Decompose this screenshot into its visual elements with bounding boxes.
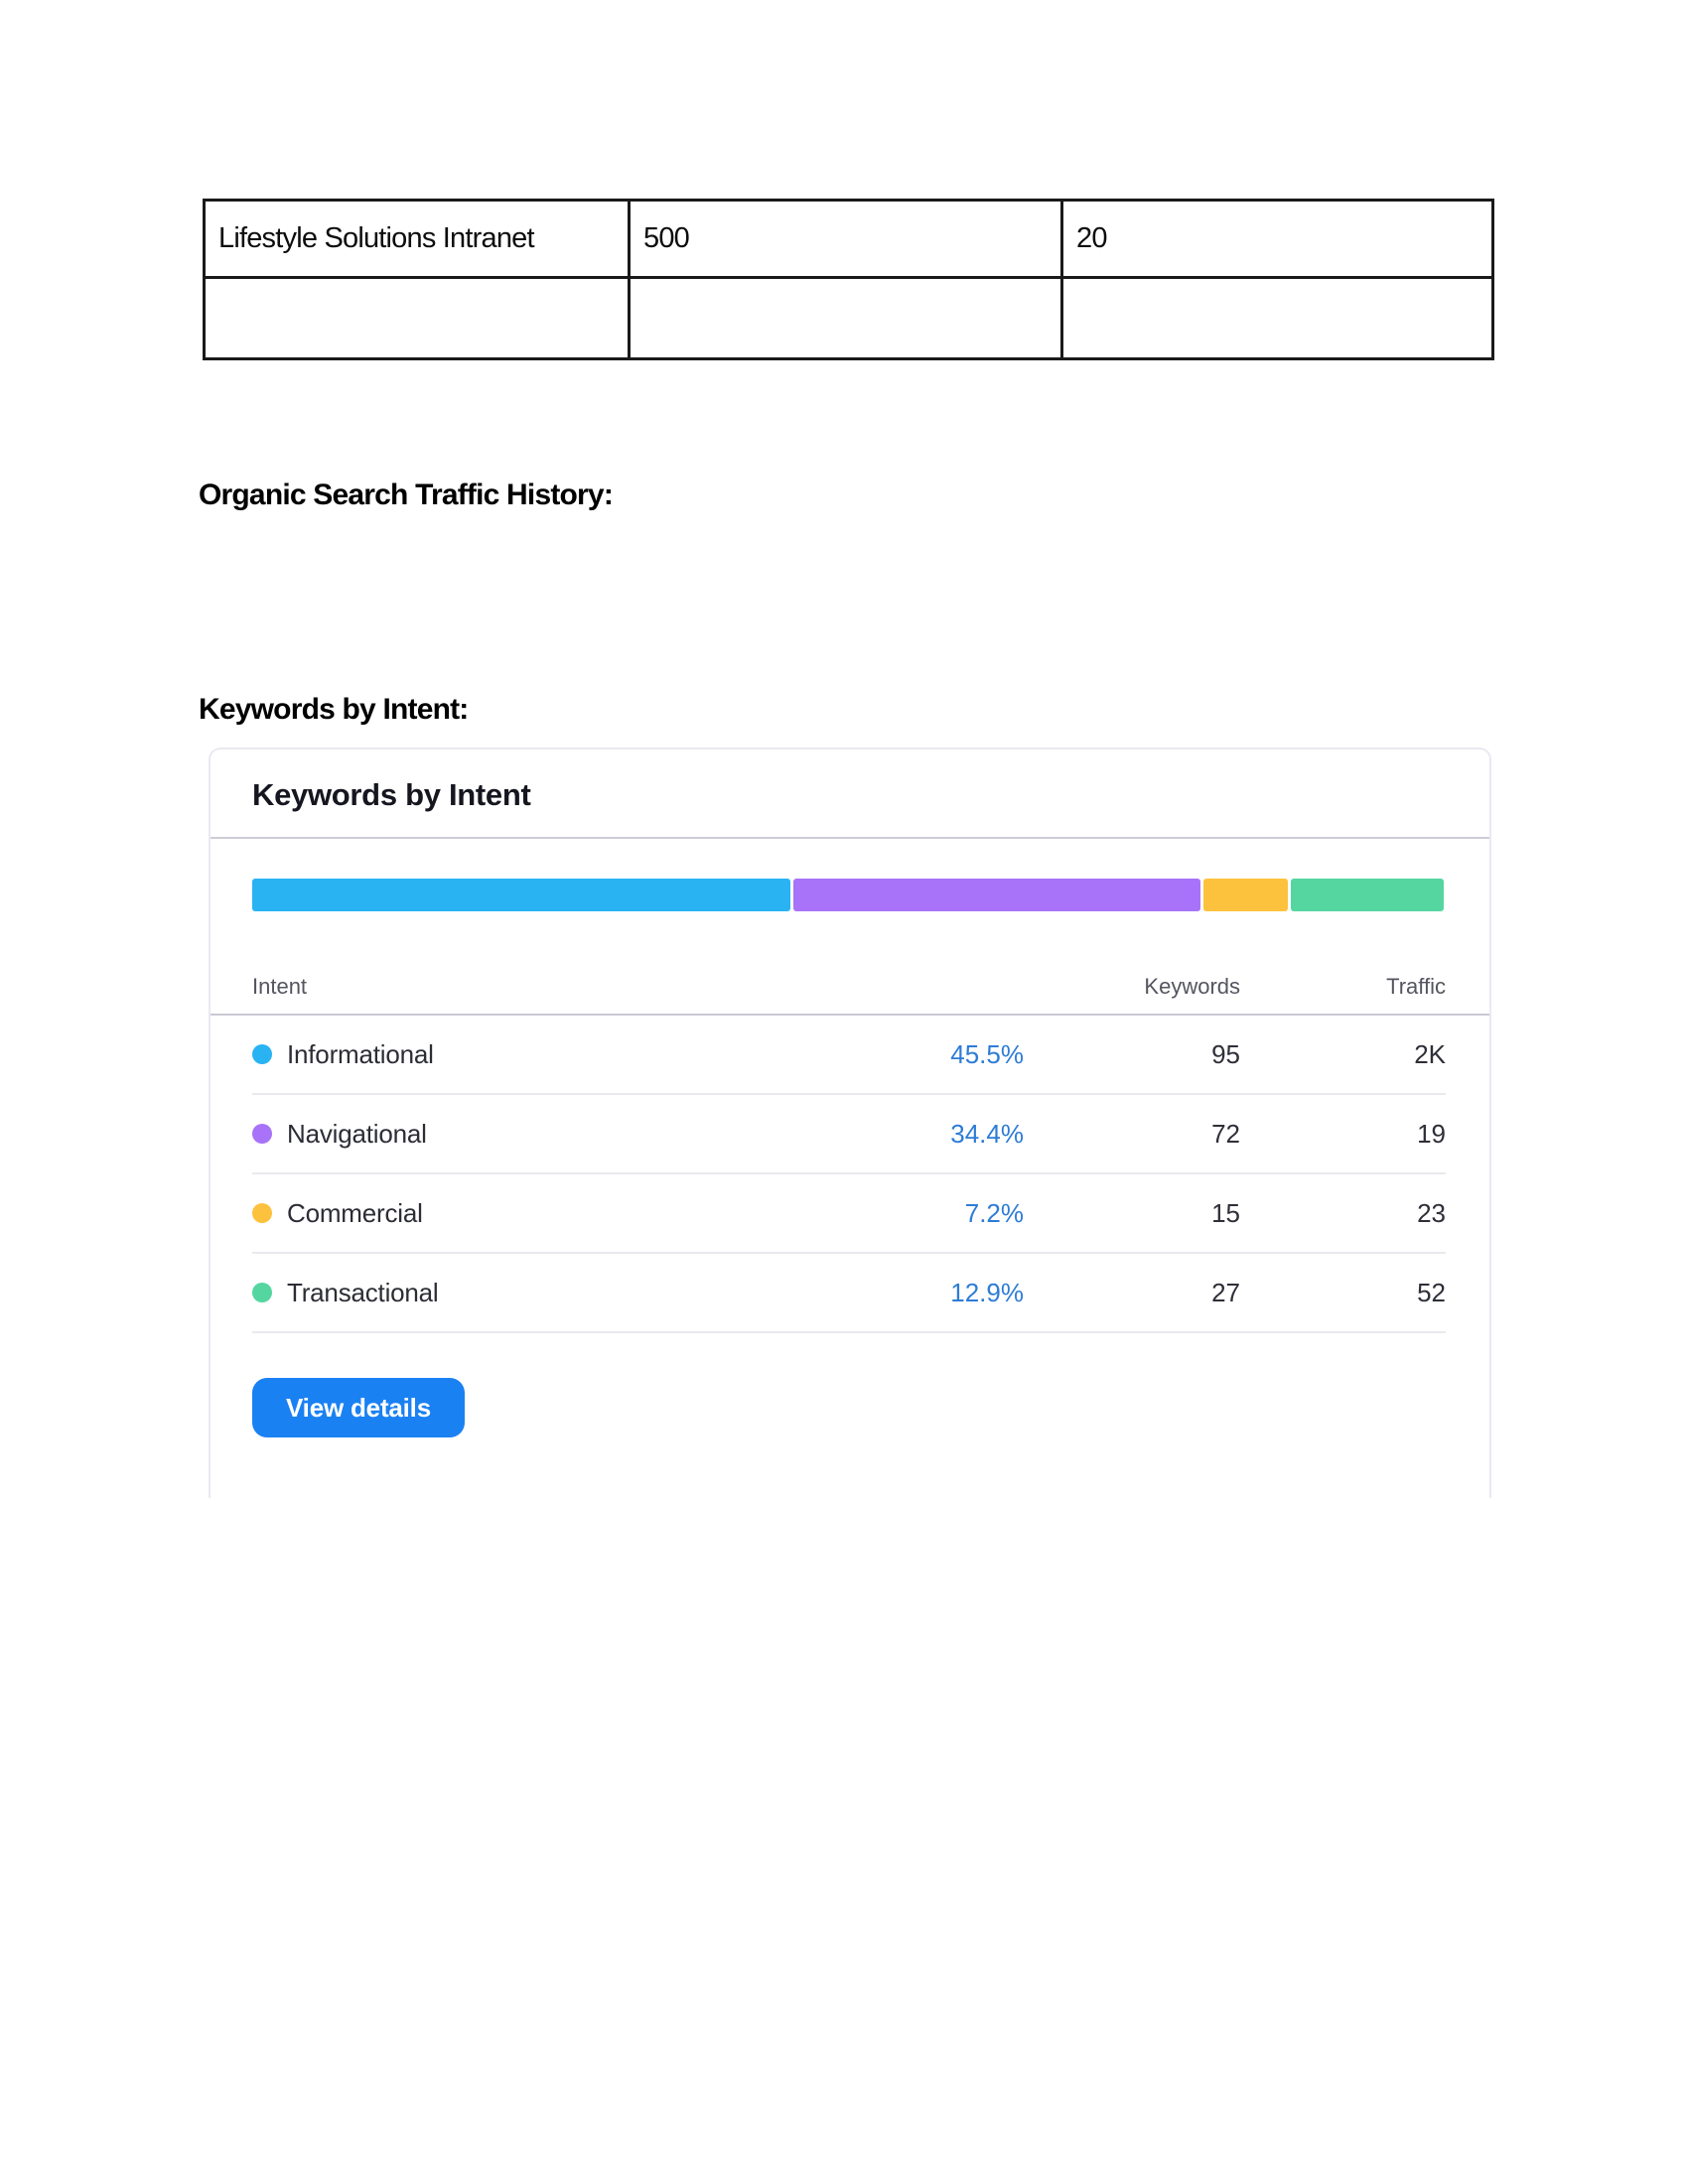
keywords-by-intent-heading: Keywords by Intent:: [199, 693, 469, 726]
bar-segment-transactional: [1291, 879, 1444, 911]
percent-link[interactable]: 12.9%: [950, 1277, 1024, 1307]
intent-row-transactional: [252, 1254, 1446, 1333]
summary-table: [203, 199, 1494, 360]
table-row: [205, 201, 1493, 278]
traffic-value: 52: [1417, 1277, 1446, 1307]
traffic-value: 23: [1417, 1197, 1446, 1228]
commercial-dot-icon: [252, 1203, 272, 1223]
intent-label: Informational: [287, 1038, 434, 1069]
percent-link[interactable]: 34.4%: [950, 1118, 1024, 1149]
traffic-value: 2K: [1414, 1038, 1446, 1069]
informational-dot-icon: [252, 1044, 272, 1064]
intent-row-navigational: [252, 1095, 1446, 1174]
column-header-keywords: Keywords: [1144, 974, 1240, 999]
bar-segment-navigational: [793, 879, 1200, 911]
keywords-value-cell: 20: [1062, 201, 1493, 278]
transactional-dot-icon: [252, 1283, 272, 1302]
navigational-dot-icon: [252, 1124, 272, 1144]
bar-segment-informational: [252, 879, 790, 911]
column-header-traffic: Traffic: [1386, 974, 1446, 999]
intent-label: Commercial: [287, 1197, 423, 1228]
keywords-value: 95: [1211, 1038, 1240, 1069]
keywords-value: 27: [1211, 1277, 1240, 1307]
traffic-value: 19: [1417, 1118, 1446, 1149]
intent-distribution-bar: [252, 879, 1444, 911]
bar-segment-commercial: [1203, 879, 1289, 911]
intent-label: Navigational: [287, 1118, 427, 1149]
empty-cell: [1062, 278, 1493, 359]
intent-row-commercial: [252, 1174, 1446, 1254]
keywords-by-intent-card: [209, 748, 1491, 1498]
intent-label: Transactional: [287, 1277, 439, 1307]
empty-cell: [205, 278, 630, 359]
view-details-button[interactable]: View details: [252, 1378, 465, 1437]
card-title: Keywords by Intent: [252, 777, 531, 812]
traffic-value-cell: 500: [630, 201, 1062, 278]
intent-row-informational: [252, 1016, 1446, 1095]
percent-link[interactable]: 45.5%: [950, 1038, 1024, 1069]
intent-table-header: [252, 960, 1446, 1014]
intent-table-body: [252, 1016, 1446, 1333]
organic-search-traffic-history-heading: Organic Search Traffic History:: [199, 478, 614, 511]
percent-link[interactable]: 7.2%: [964, 1197, 1024, 1228]
table-row: [205, 278, 1493, 359]
keywords-value: 15: [1211, 1197, 1240, 1228]
keywords-value: 72: [1211, 1118, 1240, 1149]
site-name-cell: Lifestyle Solutions Intranet: [205, 201, 630, 278]
card-header-divider: [211, 837, 1489, 839]
column-header-intent: Intent: [252, 974, 308, 999]
empty-cell: [630, 278, 1062, 359]
